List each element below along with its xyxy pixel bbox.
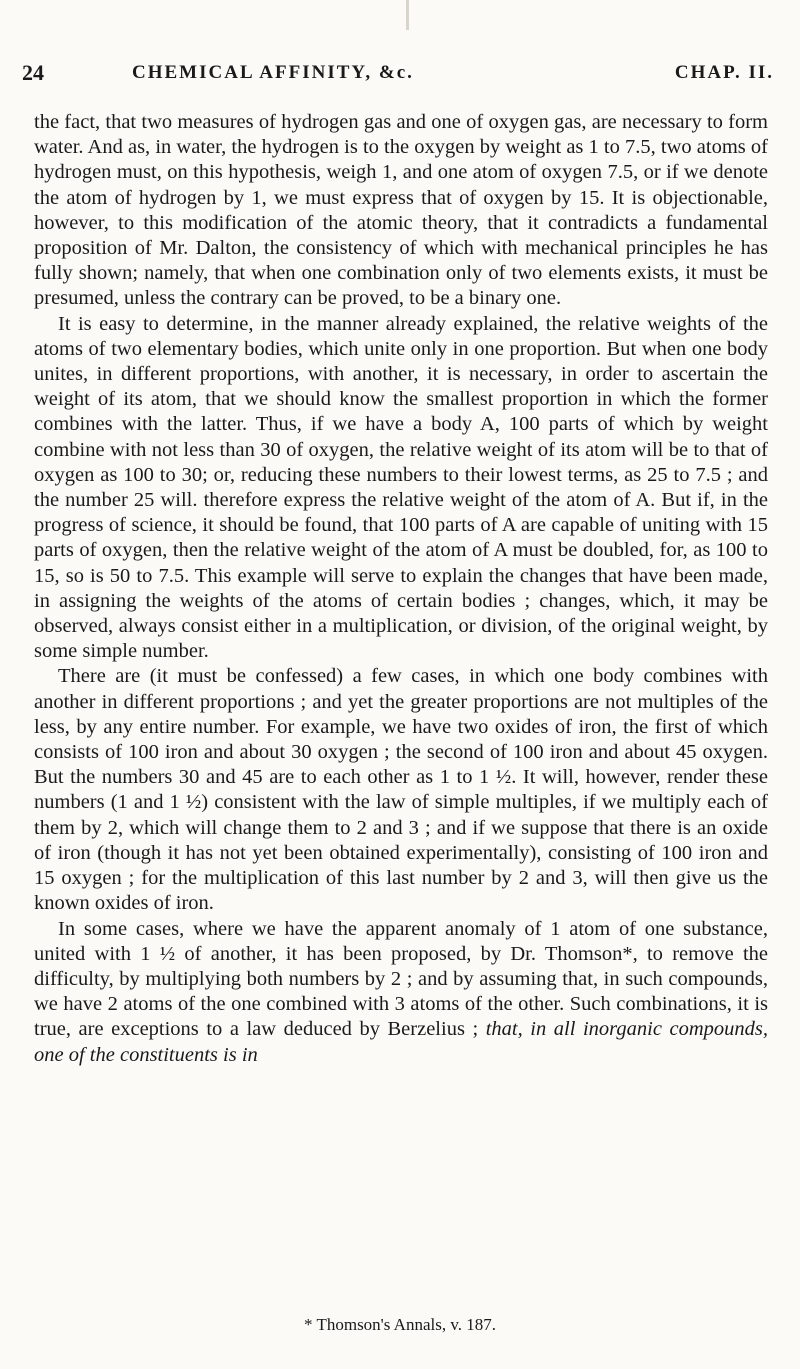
body-text <box>34 110 768 1068</box>
paragraph-text: the fact, that two measures of hydrogen gas and one of oxygen gas, are necessary to form water. And as, in water, the hydrogen is to the oxygen by weight as 1 to 7.5, two atoms of hydrogen must, on this hypothesis, weigh 1, and one atom of oxygen 7.5, or if we denote the atom of hydrogen by 1, we must express that of oxygen by 15. It is objectionable, however, to this modification of the atomic theory, that it contradicts a fundamental proposition of Mr. Dalton, the consistency of which with mechanical principles he has fully shown; namely, that when one combination only of two elements exists, it must be presumed, unless the contrary can be proved, to be a binary one. <box>34 111 768 310</box>
running-title: CHEMICAL AFFINITY, &c. <box>132 62 414 83</box>
paragraph <box>34 917 768 1068</box>
paragraph-text: There are (it must be confessed) a few cases, in which one body combines with another in different proportions ; and yet the greater proportions are not multiples of the less, by any entire number. For example, we have two oxides of iron, the first of which consists of 100 iron and about 30 oxygen ; the second of 100 iron and about 45 oxygen. But the numbers 30 and 45 are to each other as 1 to 1 ½. It will, however, render these numbers (1 and 1 ½) consistent with the law of simple multiples, if we multiply each of them by 2, which will change them to 2 and 3 ; and if we suppose that there is an oxide of iron (though it has not yet been obtained experimentally), consisting of 100 iron and 15 oxygen ; for the multiplication of this last number by 2 and 3, will then give us the known oxides of iron. <box>34 665 768 915</box>
page-number: 24 <box>22 60 44 85</box>
chapter-label: CHAP. II. <box>674 62 774 83</box>
paragraph <box>34 664 768 916</box>
page-crease <box>406 0 409 30</box>
paragraph-text: In some cases, where we have the apparent anomaly of 1 atom of one substance, united with 1 ½ of another, it has been proposed, by Dr. Thomson*, to remove the difficulty, by multiplying both numbers by 2 ; and by assuming that, in such compounds, we have 2 atoms of the one combined with 3 atoms of the other. Such combinations, it is true, are exceptions to a law deduced by Berzelius ; <box>34 917 768 1041</box>
paragraph <box>34 312 768 665</box>
footnote: * Thomson's Annals, v. 187. <box>304 1315 496 1334</box>
paragraph <box>34 110 768 312</box>
italic-text: that, in all inorganic compounds, one of the constituents is in <box>34 1018 768 1066</box>
running-header <box>22 60 774 90</box>
paragraph-text: It is easy to determine, in the manner already explained, the relative weights of the atoms of two elementary bodies, which unite only in one proportion. But when one body unites, in different proportions, with another, it is necessary, in order to ascertain the weight of its atom, that we should know the smallest proportion in which the former combines with the latter. Thus, if we have a body A, 100 parts of which by weight combine with not less than 30 of oxygen, the relative weight of its atom will be to that of oxygen as 100 to 30; or, reducing these numbers to their lowest terms, as 25 to 7.5 ; and the number 25 will. therefore express the relative weight of the atom of A. But if, in the progress of science, it should be found, that 100 parts of A are capable of uniting with 15 parts of oxygen, then the relative weight of the atom of A must be doubled, for, as 100 to 15, so is 50 to 7.5. This example will serve to explain the changes that have been made, in assigning the weights of the atoms of certain bodies ; changes, which, it may be observed, always consist either in a multiplication, or division, of the original weight, by some simple number. <box>34 312 768 663</box>
